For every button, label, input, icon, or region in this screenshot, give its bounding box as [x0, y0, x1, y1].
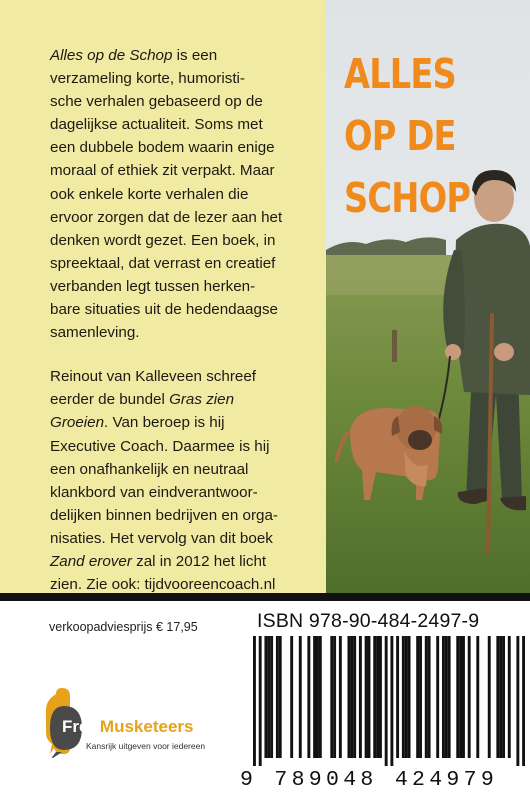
barcode-bar: [290, 636, 293, 758]
barcode-bar: [416, 636, 419, 758]
blurb-line: een dubbele bodem waarin enige: [50, 139, 275, 157]
blurb-paragraph-2: Reinout van Kalleveen schreef eerder de bundel Gras zien Groeien. Van beroep is hij Executive Coach. Daarmee is hij een onafhankelijk en neutraal klankbord van eindverantwoor- delijken binnen bedrijven en orga- nisaties. Het vervolg van dit boek Zand erover zal in 2012 het licht zien. Zie ook: tijdvooreencoach.nl: [50, 368, 278, 594]
website-line: zien. Zie ook: tijdvooreencoach.nl: [50, 576, 276, 594]
blurb-line: verbanden legt tussen herken-: [50, 277, 256, 295]
cover-title: [344, 43, 492, 229]
blurb-line: Reinout van Kalleveen schreef: [50, 368, 257, 386]
barcode-bar: [402, 636, 405, 758]
barcode-bar: [408, 636, 411, 758]
previous-book-title: Gras zien: [169, 391, 235, 409]
publisher-name: [62, 717, 193, 737]
blurb-line: samenleving.: [50, 324, 140, 342]
barcode-bar: [330, 636, 333, 758]
barcode-bar: [488, 636, 491, 758]
barcode-bar: [499, 636, 502, 758]
barcode-bar: [516, 636, 519, 766]
barcode-bar: [476, 636, 479, 758]
blurb-line: ook enkele korte verhalen die: [50, 185, 249, 203]
barcode-bar: [353, 636, 356, 758]
barcode-bar: [299, 636, 302, 758]
barcode-bar: [522, 636, 525, 766]
barcode-bars: [253, 636, 525, 766]
ean-digits: 9 789048 424979: [240, 768, 499, 792]
title-line: SCHOP: [344, 174, 471, 222]
blurb-line: moraal of ethiek zit verpakt. Maar: [50, 162, 275, 180]
barcode-bar: [445, 636, 448, 758]
blurb-line: delijken binnen bedrijven en orga-: [50, 506, 278, 524]
barcode-bar: [333, 636, 336, 758]
isbn-label: ISBN 978-90-484-2497-9: [257, 610, 480, 632]
barcode-bar: [419, 636, 422, 758]
barcode-bar: [396, 636, 399, 758]
publisher-name-free: Free: [62, 717, 98, 736]
blurb-line: nisaties. Het vervolg van dit boek: [50, 529, 273, 547]
barcode-bar: [502, 636, 505, 758]
blurb-line: klankbord van eindverantwoor-: [50, 483, 258, 501]
barcode-bar: [405, 636, 408, 758]
price-label: verkoopadviesprijs € 17,95: [49, 620, 198, 634]
barcode-bar: [373, 636, 376, 758]
publisher-name-musketeers: Musketeers: [99, 717, 194, 736]
blurb-line: verzameling korte, humoristi-: [50, 70, 245, 88]
barcode-bar: [279, 636, 282, 758]
barcode-bar: [276, 636, 279, 758]
barcode-bar: [462, 636, 465, 758]
barcode-bar: [350, 636, 353, 758]
barcode-bar: [496, 636, 499, 758]
barcode-bar: [307, 636, 310, 758]
blurb-line: dagelijkse actualiteit. Soms met: [50, 116, 263, 134]
barcode-bar: [468, 636, 471, 758]
barcode-bar: [270, 636, 273, 758]
blurb-text: [50, 44, 320, 596]
blurb-line: denken wordt gezet. Een boek, in: [50, 231, 276, 249]
publisher-tagline: Kansrijk uitgeven voor iedereen: [86, 741, 206, 751]
book-title-italic: Alles op de Schop: [50, 47, 173, 64]
barcode-bar: [428, 636, 431, 758]
barcode-bar: [425, 636, 428, 758]
blurb-line: Executive Coach. Daarmee is hij: [50, 437, 270, 455]
barcode-bar: [376, 636, 379, 758]
barcode: [253, 636, 525, 766]
title-line: OP DE: [344, 112, 456, 160]
barcode-bar: [319, 636, 322, 758]
divider-band: [0, 593, 530, 601]
barcode-bar: [253, 636, 256, 766]
blurb-line: een onafhankelijk en neutraal: [50, 460, 249, 478]
barcode-bar: [359, 636, 362, 758]
barcode-bar: [390, 636, 393, 766]
barcode-bar: [456, 636, 459, 758]
barcode-bar: [436, 636, 439, 758]
next-book-title: Zand erover: [50, 552, 132, 570]
blurb-line: sche verhalen gebaseerd op de: [50, 93, 263, 111]
blurb-line: spreektaal, dat verrast en creatief: [50, 254, 276, 272]
blurb-panel: [0, 0, 326, 593]
barcode-bar: [385, 636, 388, 766]
barcode-bar: [264, 636, 267, 758]
barcode-bar: [459, 636, 462, 758]
barcode-bar: [316, 636, 319, 758]
barcode-bar: [442, 636, 445, 758]
barcode-bar: [379, 636, 382, 758]
barcode-bar: [267, 636, 270, 758]
barcode-bar: [508, 636, 511, 758]
blurb-line: bare situaties uit de hedendaagse: [50, 301, 278, 319]
barcode-bar: [365, 636, 368, 758]
blurb-paragraph-1: Alles op de Schop is een verzameling korte, humoristi- sche verhalen gebaseerd op de dagelijkse actualiteit. Soms met een dubbele bodem waarin enige moraal of ethiek zit verpakt. Maar ook enkele korte verhalen die ervoor zorgen dat de lezer aan het denken wordt gezet. Een boek, in spreektaal, dat verrast en creatief verbanden legt tussen herken- bare situaties uit de hedendaagse samenleving.: [50, 47, 283, 342]
title-line: ALLES: [344, 50, 456, 98]
barcode-bar: [313, 636, 316, 758]
barcode-bar: [259, 636, 262, 766]
barcode-bar: [347, 636, 350, 758]
barcode-bar: [448, 636, 451, 758]
barcode-bar: [368, 636, 371, 758]
blurb-line: ervoor zorgen dat de lezer aan het: [50, 208, 283, 226]
barcode-bar: [339, 636, 342, 758]
